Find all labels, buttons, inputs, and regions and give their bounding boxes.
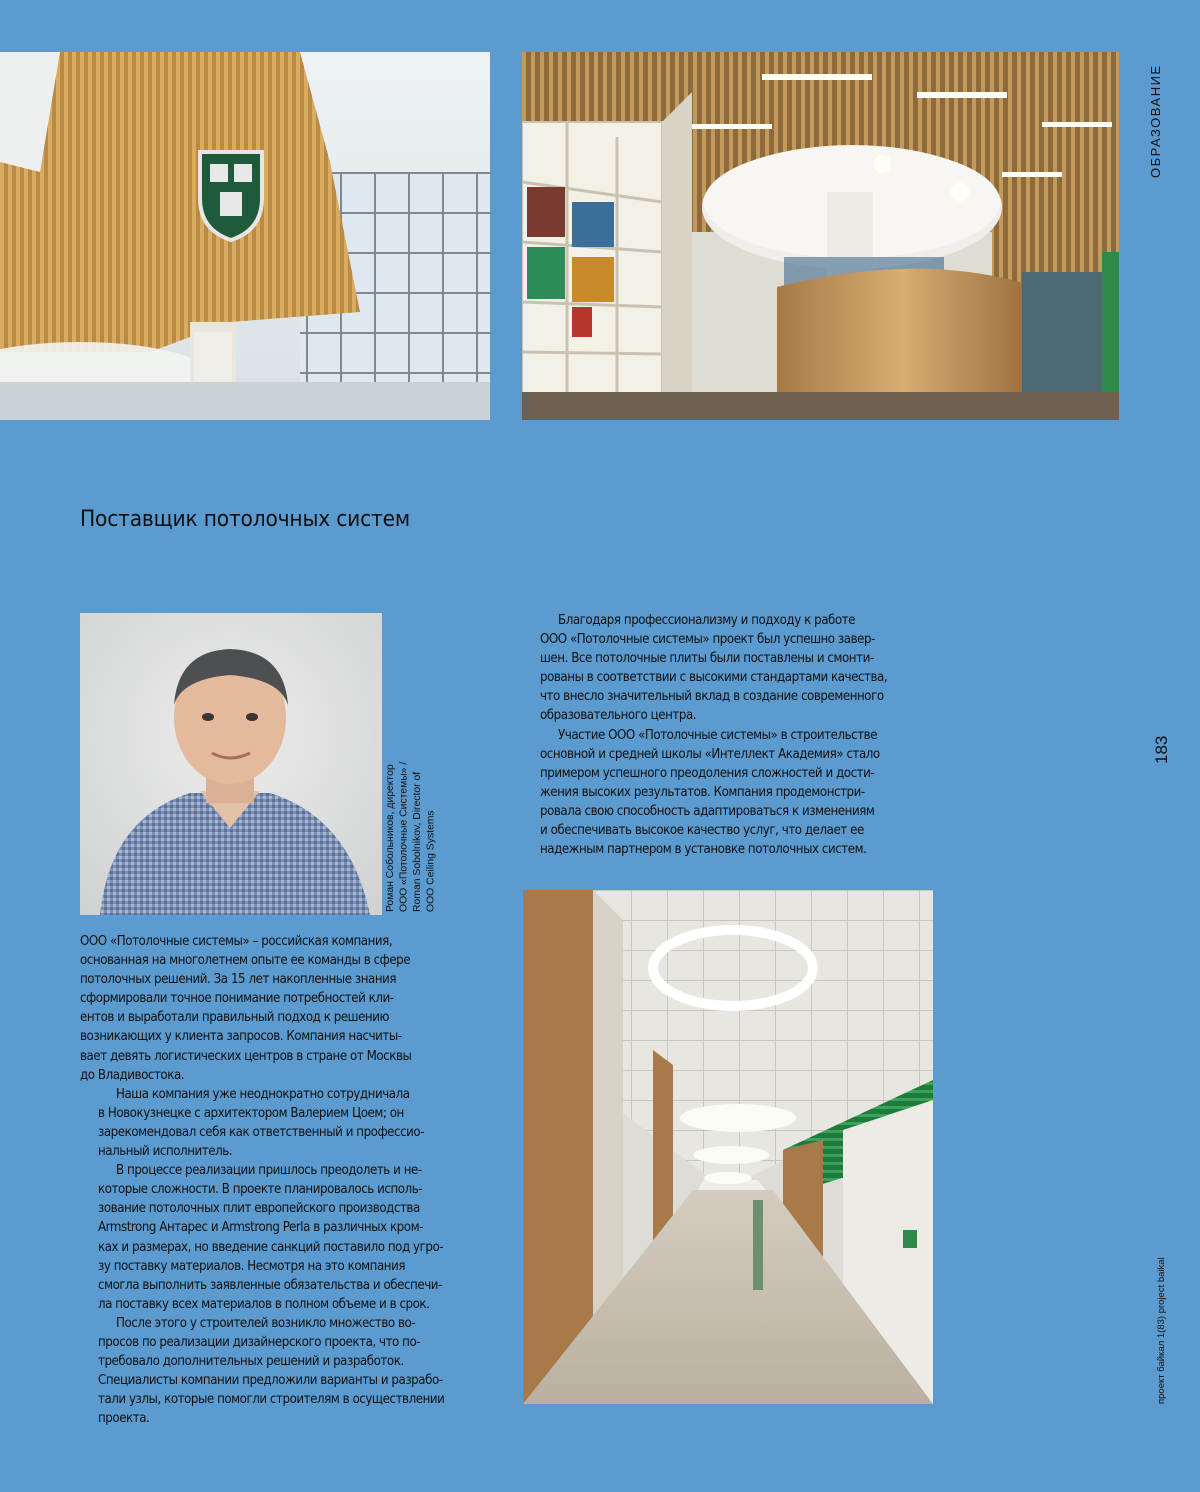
portrait-caption bbox=[384, 738, 456, 912]
text-line: нальный исполнитель. bbox=[98, 1144, 233, 1160]
text-line: Специалисты компании предложили варианты и разрабо- bbox=[98, 1373, 443, 1389]
caption-line: ООО «Потолочные Системы» / bbox=[398, 761, 410, 912]
text-line: которые сложности. В проекте планировалось исполь- bbox=[98, 1182, 423, 1198]
article-title: Поставщик потолочных систем bbox=[80, 506, 410, 532]
text-line: ентов и выработали правильный подход к решению bbox=[80, 1010, 390, 1026]
section-label: ОБРАЗОВАНИЕ bbox=[1148, 64, 1163, 178]
text-line: требовало дополнительных решений и разработок. bbox=[98, 1354, 404, 1370]
page-number: 183 bbox=[1152, 735, 1171, 764]
corridor-photo bbox=[523, 890, 933, 1404]
caption-line: OOO Ceiling Systems bbox=[425, 810, 437, 912]
text-line: ла поставку всех материалов в полном объеме и в срок. bbox=[98, 1296, 430, 1312]
text-line: зование потолочных плит европейского производства bbox=[98, 1201, 420, 1217]
text-line: в Новокузнецке с архитектором Валерием Цоем; он bbox=[98, 1105, 404, 1121]
text-line: основанная на многолетнем опыте ее команды в сфере bbox=[80, 953, 411, 969]
text-line: шен. Все потолочные плиты были поставлены и смонти- bbox=[540, 651, 874, 667]
text-line: потолочных решений. За 15 лет накопленные знания bbox=[80, 972, 397, 988]
caption-line: Роман Собольников, директор bbox=[385, 764, 396, 912]
text-line: рованы в соответствии с высокими стандартами качества, bbox=[540, 670, 888, 686]
text-line: зу поставку материалов. Несмотря на это компания bbox=[98, 1258, 406, 1274]
left-text-column bbox=[80, 932, 510, 1428]
text-line: примером успешного преодоления сложностей и дости- bbox=[540, 765, 875, 781]
text-line: Участие ООО «Потолочные системы» в строительстве bbox=[558, 727, 878, 743]
text-line: до Владивостока. bbox=[80, 1067, 185, 1083]
text-line: Наша компания уже неоднократно сотрудничала bbox=[116, 1086, 410, 1102]
text-line: ООО «Потолочные системы» – российская компания, bbox=[80, 934, 393, 949]
paragraph bbox=[80, 1314, 510, 1429]
text-line: жения высоких результатов. Компания продемонстри- bbox=[540, 784, 865, 800]
text-line: смогла выполнить заявленные обязательства и обеспечи- bbox=[98, 1277, 442, 1293]
paragraph bbox=[80, 932, 510, 1085]
caption-line: Roman Sobolnikov, Director of bbox=[412, 771, 423, 912]
paragraph bbox=[80, 1161, 510, 1314]
text-line: проекта. bbox=[98, 1411, 150, 1427]
text-line: и обеспечивать высокое качество услуг, что делает ее bbox=[540, 823, 864, 839]
text-line: ках и размерах, но введение санкций поставило под угро- bbox=[98, 1239, 444, 1255]
paragraph bbox=[522, 611, 947, 726]
paragraph bbox=[80, 1085, 510, 1161]
library-photo bbox=[522, 52, 1119, 420]
text-line: сформировали точное понимание потребностей кли- bbox=[80, 991, 394, 1007]
text-line: В процессе реализации пришлось преодолеть и не- bbox=[116, 1163, 422, 1179]
text-line: ООО «Потолочные системы» проект был успешно завер- bbox=[540, 632, 875, 648]
atrium-photo bbox=[0, 52, 490, 420]
text-line: образовательного центра. bbox=[540, 708, 697, 724]
text-line: зарекомендовал себя как ответственный и профессио- bbox=[98, 1124, 425, 1140]
paragraph bbox=[522, 726, 947, 860]
text-line: надежным партнером в установке потолочных систем. bbox=[540, 842, 867, 858]
text-line: После этого у строителей возникло множество во- bbox=[116, 1315, 416, 1331]
text-line: Armstrong Антарес и Armstrong Perla в различных кром- bbox=[98, 1220, 423, 1236]
issue-footer: проект байкал 1(83) project baikal bbox=[1156, 1257, 1167, 1404]
right-text-column bbox=[522, 611, 947, 859]
text-line: возникающих у клиента запросов. Компания насчиты- bbox=[80, 1029, 402, 1045]
text-line: просов по реализации дизайнерского проекта, что по- bbox=[98, 1334, 421, 1350]
text-line: тали узлы, которые помогли строителям в осуществлении bbox=[98, 1392, 445, 1408]
text-line: вает девять логистических центров в стране от Москвы bbox=[80, 1048, 412, 1064]
text-line: основной и средней школы «Интеллект Академия» стало bbox=[540, 746, 880, 762]
text-line: ровала свою способность адаптироваться к изменениям bbox=[540, 803, 875, 819]
text-line: Благодаря профессионализму и подходу к работе bbox=[558, 613, 855, 628]
portrait-photo bbox=[80, 613, 382, 915]
text-line: что внесло значительный вклад в создание современного bbox=[540, 689, 884, 705]
